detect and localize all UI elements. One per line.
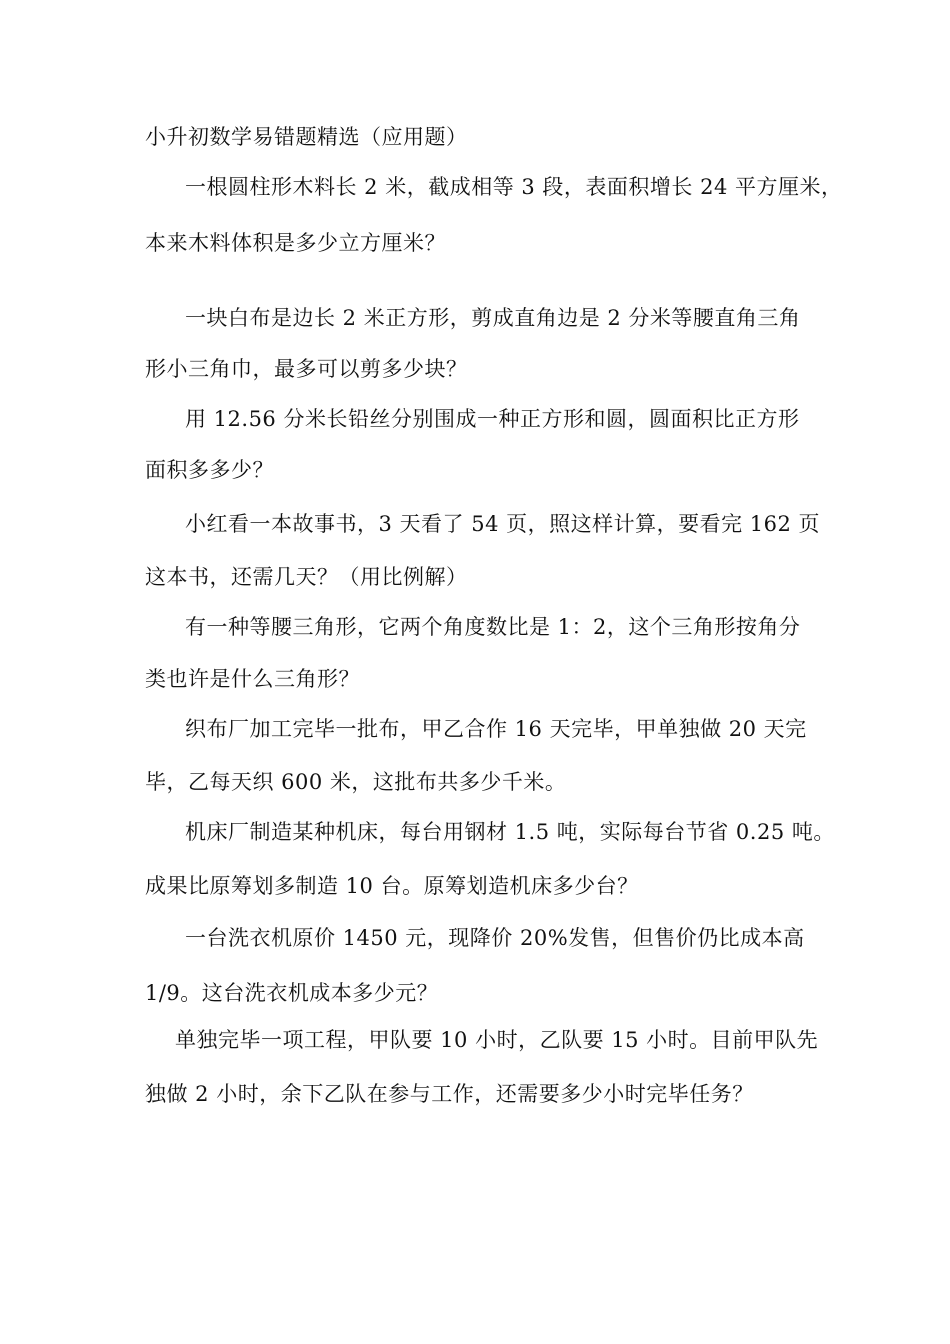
- problem-8-line-2: 1/9。这台洗衣机成本多少元？: [145, 981, 439, 1005]
- problem-9-line-1: 单独完毕一项工程，甲队要 10 小时，乙队要 15 小时。目前甲队先: [175, 1028, 819, 1052]
- problem-2-line-2: 形小三角巾，最多可以剪多少块？: [145, 357, 468, 381]
- problem-1-line-2: 本来木料体积是多少立方厘米？: [145, 231, 446, 255]
- problem-2-line-1: 一块白布是边长 2 米正方形，剪成直角边是 2 分米等腰直角三角: [185, 306, 801, 330]
- problem-4-line-1: 小红看一本故事书，3 天看了 54 页，照这样计算，要看完 162 页: [185, 512, 821, 536]
- problem-5-line-2: 类也许是什么三角形？: [145, 667, 360, 691]
- problem-5-line-1: 有一种等腰三角形，它两个角度数比是 1：2，这个三角形按角分: [185, 615, 801, 639]
- problem-8-line-1: 一台洗衣机原价 1450 元，现降价 20%发售，但售价仍比成本高: [185, 926, 805, 950]
- problem-1-line-1: 一根圆柱形木料长 2 米，截成相等 3 段，表面积增长 24 平方厘米，: [185, 175, 843, 199]
- problem-7-line-2: 成果比原筹划多制造 10 台。原筹划造机床多少台？: [145, 874, 639, 898]
- problem-6-line-2: 毕，乙每天织 600 米，这批布共多少千米。: [145, 770, 567, 794]
- problem-7-line-1: 机床厂制造某种机床，每台用钢材 1.5 吨，实际每台节省 0.25 吨。: [185, 820, 835, 844]
- problem-4-line-2: 这本书，还需几天？（用比例解）: [145, 565, 468, 589]
- page-title: 小升初数学易错题精选（应用题）: [145, 125, 468, 149]
- problem-6-line-1: 织布厂加工完毕一批布，甲乙合作 16 天完毕，甲单独做 20 天完: [185, 717, 807, 741]
- problem-3-line-2: 面积多多少？: [145, 458, 274, 482]
- problem-3-line-1: 用 12.56 分米长铅丝分别围成一种正方形和圆，圆面积比正方形: [185, 407, 800, 431]
- problem-9-line-2: 独做 2 小时，余下乙队在参与工作，还需要多少小时完毕任务？: [145, 1082, 754, 1106]
